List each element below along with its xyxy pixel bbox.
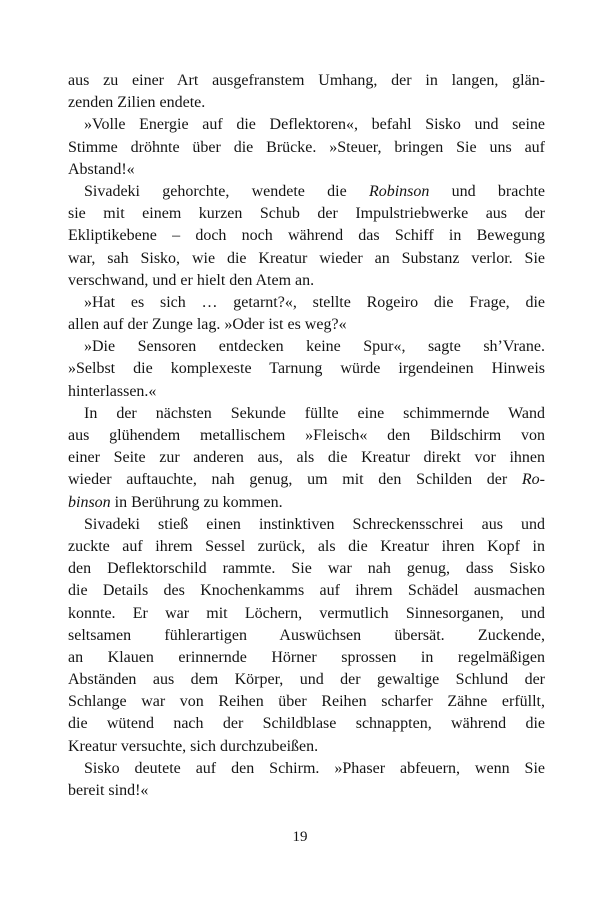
text-line (68, 137, 545, 159)
text-segment: wieder auftauchte, nah genug, um mit den Schilden der (68, 471, 522, 489)
text-line (68, 780, 545, 802)
text-segment: verschwand, und er hielt den Atem an. (68, 271, 315, 289)
text-segment: aus zu einer Art ausgefranstem Umhang, der in langen, glän- (68, 72, 545, 89)
text-segment: sie mit einem kurzen Schub der Impulstriebwerke aus der (68, 205, 545, 223)
text-line (68, 358, 545, 380)
text-line (68, 336, 545, 358)
text-segment: Sisko deutete auf den Schirm. »Phaser abfeuern, wenn Sie (84, 759, 545, 777)
text-block (68, 70, 545, 802)
text-segment: »Hat es sich … getarnt?«, stellte Rogeiro die Frage, die (84, 293, 545, 311)
text-line (68, 603, 545, 625)
text-segment: die wütend nach der Schildblase schnappten, während die (68, 715, 545, 733)
text-line (68, 181, 545, 203)
text-segment: aus glühendem metallischem »Fleisch« den Bildschirm von (68, 427, 545, 444)
text-line (68, 669, 545, 691)
text-line (68, 225, 545, 247)
paragraph (68, 70, 545, 114)
text-line (68, 270, 545, 292)
text-line (68, 248, 545, 270)
text-segment: war, sah Sisko, wie die Kreatur wieder an Substanz verlor. Sie (68, 249, 545, 267)
paragraph (68, 758, 545, 802)
text-segment: den Deflektorschild rammte. Sie war nah genug, dass Sisko (68, 560, 545, 578)
text-segment: Abständen aus dem Körper, und der gewaltige Schlund der (68, 671, 545, 689)
text-line (68, 536, 545, 558)
text-line (68, 469, 545, 491)
text-segment: »Volle Energie auf die Deflektoren«, befahl Sisko und seine (84, 116, 545, 134)
text-segment: hinterlassen.« (68, 382, 157, 400)
paragraph (68, 514, 545, 758)
text-line (68, 736, 545, 758)
text-segment: und brachte (429, 182, 545, 200)
text-segment: an Klauen erinnernde Hörner sprossen in regelmäßigen (68, 648, 545, 666)
text-line (68, 558, 545, 580)
text-line (68, 203, 545, 225)
text-segment: in Berührung zu kommen. (110, 493, 283, 511)
text-line (68, 425, 545, 447)
text-line (68, 314, 545, 336)
text-line (68, 492, 545, 514)
paragraph (68, 292, 545, 336)
italic-text-segment: Ro- (521, 471, 545, 489)
text-segment: In der nächsten Sekunde füllte eine schimmernde Wand (84, 404, 545, 422)
text-segment: zenden Zilien endete. (68, 94, 206, 112)
text-line (68, 580, 545, 602)
paragraph (68, 336, 545, 403)
page-number: 19 (292, 829, 308, 845)
text-segment: Sivadeki stieß einen instinktiven Schreckensschrei aus und (84, 515, 545, 533)
text-line (68, 691, 545, 713)
text-line (68, 514, 545, 536)
text-segment: zuckte auf ihrem Sessel zurück, als die Kreatur ihren Kopf in (68, 537, 545, 555)
text-segment: Schlange war von Reihen über Reihen scharfer Zähne erfüllt, (68, 693, 545, 711)
text-line (68, 92, 545, 114)
paragraph (68, 403, 545, 514)
text-line (68, 70, 545, 92)
text-line (68, 114, 545, 136)
italic-text-segment: binson (68, 493, 111, 511)
text-segment: Stimme dröhnte über die Brücke. »Steuer, bringen Sie uns auf (68, 138, 545, 156)
text-segment: einer Seite zur anderen aus, als die Kreatur direkt vor ihnen (68, 449, 545, 467)
text-segment: Kreatur versuchte, sich durchzubeißen. (68, 737, 319, 755)
text-segment: Ekliptikebene – doch noch während das Schiff in Bewegung (68, 227, 545, 245)
text-segment: die Details des Knochenkamms auf ihrem Schädel ausmachen (68, 582, 545, 600)
text-line (68, 713, 545, 735)
text-segment: »Die Sensoren entdecken keine Spur«, sagte sh’Vrane. (84, 338, 545, 356)
text-segment: seltsamen fühlerartigen Auswüchsen übersät. Zuckende, (68, 626, 545, 644)
text-segment: Sivadeki gehorchte, wendete die (84, 182, 369, 200)
text-segment: Abstand!« (68, 160, 135, 178)
text-segment: bereit sind!« (68, 782, 149, 799)
text-segment: »Selbst die komplexeste Tarnung würde irgendeinen Hinweis (68, 360, 545, 378)
italic-text-segment: Robinson (368, 182, 430, 200)
text-line (68, 625, 545, 647)
text-line (68, 292, 545, 314)
paragraph (68, 181, 545, 292)
text-line (68, 447, 545, 469)
text-segment: allen auf der Zunge lag. »Oder ist es weg?« (68, 316, 347, 334)
text-line (68, 647, 545, 669)
text-line (68, 403, 545, 425)
text-line (68, 159, 545, 181)
text-line (68, 381, 545, 403)
text-line (68, 758, 545, 780)
text-segment: konnte. Er war mit Löchern, vermutlich Sinnesorganen, und (68, 604, 545, 622)
paragraph (68, 114, 545, 181)
